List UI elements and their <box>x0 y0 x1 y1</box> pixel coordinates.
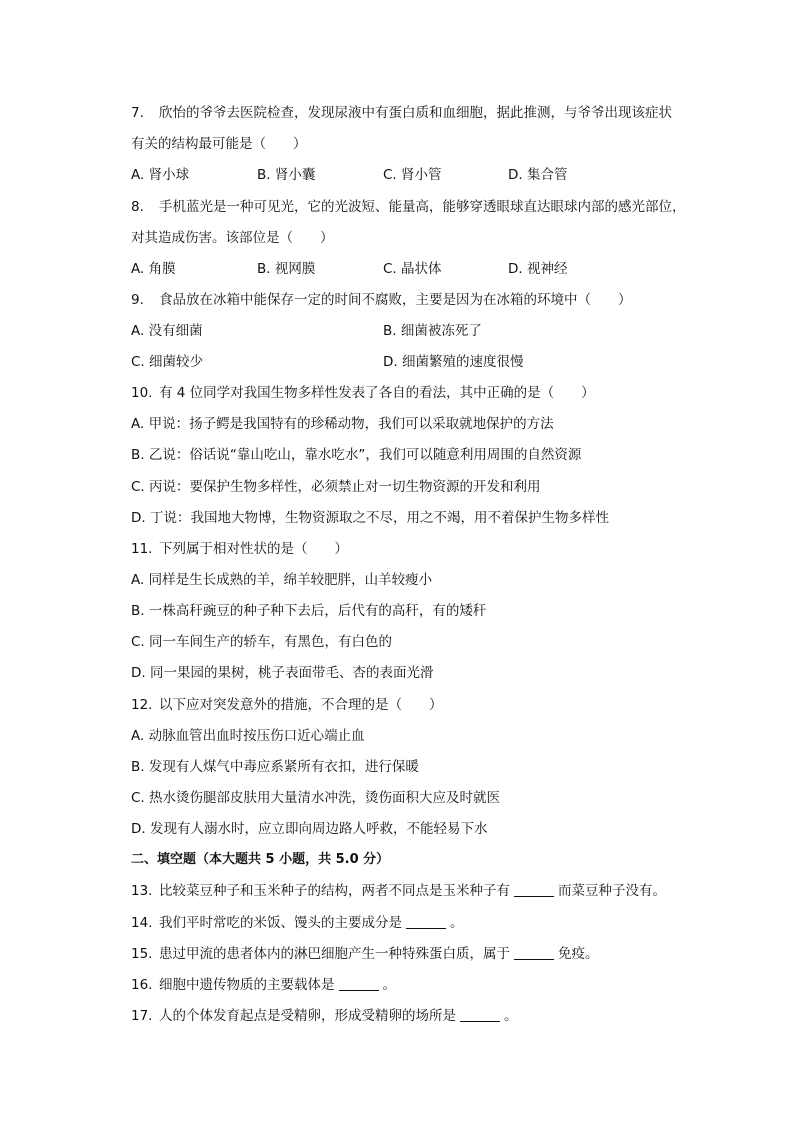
answer-blank[interactable] <box>406 914 446 929</box>
question-15 <box>131 943 599 965</box>
question-14 <box>131 912 464 934</box>
question-text-before: 细胞中遗传物质的主要载体是 <box>159 977 335 993</box>
option-d[interactable]: D. 同一果园的果树，桃子表面带毛、杏的表面光滑 <box>131 665 434 681</box>
question-16 <box>131 974 396 996</box>
option-d[interactable]: D. 细菌繁殖的速度很慢 <box>383 354 524 370</box>
question-7 <box>131 102 672 124</box>
question-8 <box>131 196 686 218</box>
option-c[interactable]: C. 晶状体 <box>383 261 442 277</box>
option-b[interactable]: B. 发现有人煤气中毒应系紧所有衣扣，进行保暖 <box>131 759 419 775</box>
question-text-before: 患过甲流的患者体内的淋巴细胞产生一种特殊蛋白质，属于 <box>159 946 510 962</box>
question-number: 13. <box>131 883 153 899</box>
question-text-continued: 对其造成伤害。该部位是（ ） <box>131 230 334 246</box>
option-c[interactable]: C. 肾小管 <box>383 167 442 183</box>
option-b[interactable]: B. 肾小囊 <box>257 167 316 183</box>
option-a[interactable]: A. 同样是生长成熟的羊，绵羊较肥胖，山羊较瘦小 <box>131 572 433 588</box>
section-heading: 二、填空题（本大题共 5 小题，共 5.0 分） <box>131 852 390 867</box>
option-a[interactable]: A. 肾小球 <box>131 167 190 183</box>
question-text-after: 免疫。 <box>558 946 599 962</box>
question-number: 12. <box>131 697 153 713</box>
option-a[interactable]: A. 角膜 <box>131 261 176 277</box>
answer-blank[interactable] <box>514 945 554 960</box>
answer-blank[interactable] <box>339 976 379 991</box>
question-number: 10. <box>131 385 153 401</box>
question-text: 欣怡的爷爷去医院检查，发现尿液中有蛋白质和血细胞，据此推测，与爷爷出现该症状 <box>159 105 672 121</box>
question-text-before: 我们平时常吃的米饭、馒头的主要成分是 <box>159 915 402 931</box>
question-7-line2 <box>131 133 307 155</box>
option-d[interactable]: D. 丁说：我国地大物博，生物资源取之不尽，用之不竭，用不着保护生物多样性 <box>131 510 609 526</box>
option-d[interactable]: D. 视神经 <box>508 261 568 277</box>
question-11 <box>131 538 348 560</box>
question-text: 食品放在冰箱中能保存一定的时间不腐败，主要是因为在冰箱的环境中（ ） <box>159 292 632 308</box>
question-number: 14. <box>131 915 153 931</box>
option-c[interactable]: C. 丙说：要保护生物多样性，必须禁止对一切生物资源的开发和利用 <box>131 479 541 495</box>
question-17 <box>131 1005 518 1027</box>
question-text-before: 比较菜豆种子和玉米种子的结构，两者不同点是玉米种子有 <box>159 883 510 899</box>
option-b[interactable]: B. 一株高秆豌豆的种子种下去后，后代有的高秆，有的矮秆 <box>131 603 487 619</box>
question-number: 7. <box>131 105 144 121</box>
question-8-line2 <box>131 227 334 249</box>
answer-blank[interactable] <box>514 882 554 897</box>
question-text-before: 人的个体发育起点是受精卵，形成受精卵的场所是 <box>159 1008 456 1024</box>
question-text-after: 。 <box>382 977 396 993</box>
question-number: 16. <box>131 977 153 993</box>
option-c[interactable]: C. 同一车间生产的轿车，有黑色，有白色的 <box>131 634 393 650</box>
option-d[interactable]: D. 发现有人溺水时，应立即向周边路人呼救，不能轻易下水 <box>131 821 488 837</box>
question-text-after: 。 <box>450 915 464 931</box>
question-number: 17. <box>131 1008 153 1024</box>
option-a[interactable]: A. 没有细菌 <box>131 323 203 339</box>
question-9 <box>131 289 632 311</box>
option-b[interactable]: B. 视网膜 <box>257 261 316 277</box>
question-number: 8. <box>131 199 144 215</box>
question-12 <box>131 694 443 716</box>
question-text: 手机蓝光是一种可见光，它的光波短、能量高，能够穿透眼球直达眼球内部的感光部位， <box>159 199 686 215</box>
question-text-after: 。 <box>504 1008 518 1024</box>
question-13 <box>131 880 666 902</box>
answer-blank[interactable] <box>460 1007 500 1022</box>
question-10 <box>131 382 595 404</box>
option-d[interactable]: D. 集合管 <box>508 167 568 183</box>
question-number: 15. <box>131 946 153 962</box>
question-number: 9. <box>131 292 144 308</box>
option-a[interactable]: A. 动脉血管出血时按压伤口近心端止血 <box>131 728 365 744</box>
question-text: 下列属于相对性状的是（ ） <box>159 541 348 557</box>
question-number: 11. <box>131 541 153 557</box>
question-text-continued: 有关的结构最可能是（ ） <box>131 136 307 152</box>
option-b[interactable]: B. 乙说：俗话说“靠山吃山，靠水吃水”，我们可以随意利用周围的自然资源 <box>131 447 582 463</box>
option-c[interactable]: C. 细菌较少 <box>131 354 204 370</box>
question-text: 以下应对突发意外的措施，不合理的是（ ） <box>159 697 443 713</box>
question-text: 有 4 位同学对我国生物多样性发表了各自的看法，其中正确的是（ ） <box>159 385 595 401</box>
option-b[interactable]: B. 细菌被冻死了 <box>383 323 482 339</box>
option-a[interactable]: A. 甲说：扬子鳄是我国特有的珍稀动物，我们可以采取就地保护的方法 <box>131 416 554 432</box>
option-c[interactable]: C. 热水烫伤腿部皮肤用大量清水冲洗，烫伤面积大应及时就医 <box>131 790 501 806</box>
question-text-after: 而菜豆种子没有。 <box>558 883 666 899</box>
